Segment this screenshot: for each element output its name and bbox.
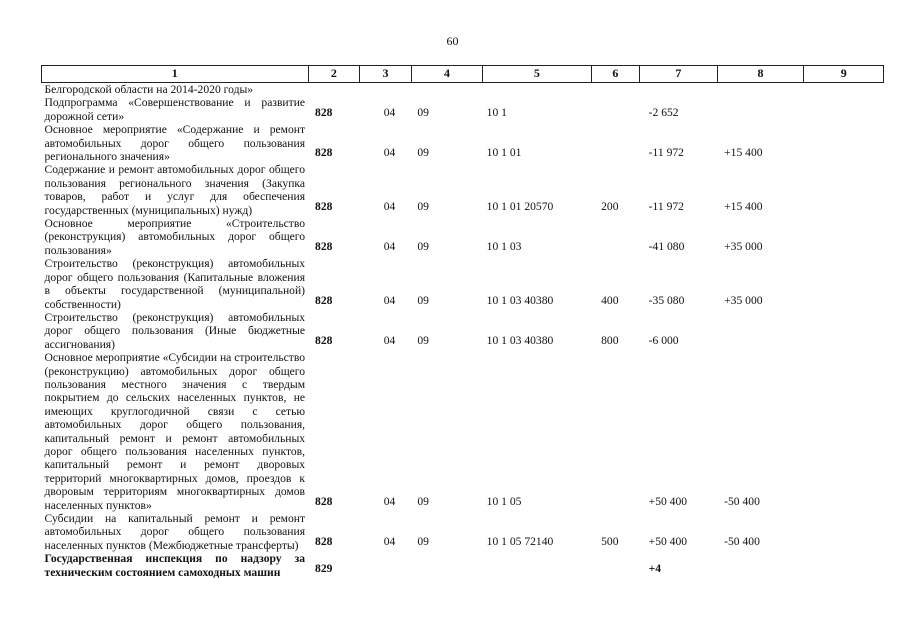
- cell-amount-3: [804, 512, 884, 552]
- table-row: [42, 83, 884, 97]
- cell-expense-type: 400: [601, 293, 619, 307]
- cell-amount-1: -11 972: [648, 199, 684, 213]
- cell-amount-1: [640, 83, 717, 97]
- cell-ministry-code: 828: [315, 293, 333, 307]
- cell-name: Строительство (реконструкция) автомобильных дорог общего пользования (Капитальные вложения в объекты государственной (муниципальной) собственности): [44, 257, 306, 311]
- cell-expense-type: [591, 83, 640, 97]
- cell-subsection: 09: [417, 534, 429, 548]
- cell-name: Субсидии на капитальный ремонт и ремонт автомобильных дорог общего пользования населенных пунктов (Межбюджетные трансферты): [44, 512, 306, 552]
- cell-section: 04: [383, 534, 396, 548]
- cell-target-article: 10 1 05 72140: [486, 534, 554, 548]
- cell-target-article: 10 1 03 40380: [486, 293, 554, 307]
- cell-amount-2: +35 000: [724, 239, 763, 253]
- page-number: 60: [446, 34, 459, 48]
- cell-amount-2: -50 400: [724, 494, 760, 508]
- cell-amount-3: [804, 83, 884, 97]
- cell-amount-2: +15 400: [724, 146, 763, 160]
- cell-expense-type: [591, 217, 640, 257]
- col-header-1: 1: [42, 66, 309, 83]
- cell-name: Содержание и ремонт автомобильных дорог общего пользования регионального значения (Закупка товаров, работ и услуг для обеспечения государственных (муниципальных) нужд): [44, 163, 306, 217]
- cell-section: 04: [383, 199, 396, 213]
- cell-name: Белгородской области на 2014-2020 годы»: [44, 83, 254, 96]
- cell-amount-3: [804, 123, 884, 163]
- cell-section: 04: [383, 105, 396, 119]
- cell-expense-type: [591, 552, 640, 579]
- cell-section: [360, 552, 412, 579]
- cell-section: 04: [383, 146, 396, 160]
- cell-target-article: 10 1 03 40380: [486, 333, 554, 347]
- table-body: [42, 83, 884, 580]
- cell-ministry-code: 829: [315, 561, 333, 575]
- col-header-5: 5: [483, 66, 591, 83]
- cell-ministry-code: 828: [315, 494, 333, 508]
- cell-amount-2: -50 400: [724, 534, 760, 548]
- cell-name: Основное мероприятие «Субсидии на строительство (реконструкцию) автомобильных дорог общего пользования местного значения с твердым покрытием до сельских населенных пунктов, не имеющих круглогодичной связи с сетью автомобильных дорог общего пользования, капитальный ремонт и ремонт автомобильных дорог общего пользования населенных пунктов, капитальный ремонт и ремонт дворовых территорий многоквартирных домов, проездов к дворовым территориям многоквартирных домов населенных пунктов»: [44, 351, 306, 512]
- cell-amount-1: -41 080: [648, 239, 685, 253]
- cell-ministry-code: [308, 83, 360, 97]
- cell-target-article: 10 1 01: [486, 146, 522, 160]
- cell-expense-type: 500: [601, 534, 619, 548]
- table-row: [42, 123, 884, 163]
- table-row: [42, 257, 884, 311]
- cell-section: 04: [383, 333, 396, 347]
- col-header-2: 2: [308, 66, 360, 83]
- table-row: [42, 512, 884, 552]
- col-header-8: 8: [717, 66, 804, 83]
- cell-subsection: 09: [417, 293, 429, 307]
- cell-ministry-code: 828: [315, 146, 333, 160]
- cell-subsection: 09: [417, 333, 429, 347]
- cell-amount-3: [804, 257, 884, 311]
- budget-table: [41, 65, 884, 579]
- table-row: [42, 351, 884, 512]
- cell-amount-1: -11 972: [648, 146, 684, 160]
- cell-subsection: 09: [417, 146, 429, 160]
- table-row: [42, 311, 884, 351]
- cell-ministry-code: 828: [315, 333, 333, 347]
- cell-amount-2: +35 000: [724, 293, 763, 307]
- cell-target-article: 10 1 01 20570: [486, 199, 554, 213]
- cell-expense-type: 800: [601, 333, 619, 347]
- cell-amount-1: -35 080: [648, 293, 685, 307]
- table-row: [42, 163, 884, 217]
- cell-subsection: 09: [417, 494, 429, 508]
- col-header-7: 7: [640, 66, 717, 83]
- cell-subsection: 09: [417, 239, 429, 253]
- cell-section: 04: [383, 293, 396, 307]
- cell-amount-3: [804, 552, 884, 579]
- col-header-9: 9: [804, 66, 884, 83]
- cell-amount-2: [717, 311, 804, 351]
- cell-expense-type: [591, 351, 640, 512]
- cell-amount-1: -2 652: [648, 105, 679, 119]
- cell-amount-2: [717, 96, 804, 123]
- cell-subsection: [411, 552, 482, 579]
- table-row: [42, 217, 884, 257]
- cell-name: Строительство (реконструкция) автомобильных дорог общего пользования (Иные бюджетные ассигнования): [44, 310, 306, 351]
- cell-amount-3: [804, 351, 884, 512]
- cell-ministry-code: 828: [315, 534, 333, 548]
- cell-section: 04: [383, 239, 396, 253]
- cell-target-article: 10 1 03: [486, 239, 522, 253]
- cell-target-article: 10 1 05: [486, 494, 522, 508]
- cell-amount-2: [717, 552, 804, 579]
- table-row: [42, 96, 884, 123]
- cell-expense-type: [591, 123, 640, 163]
- cell-amount-1: -6 000: [648, 333, 679, 347]
- cell-amount-1: +4: [648, 561, 662, 575]
- header-row: [42, 66, 884, 83]
- cell-subsection: 09: [417, 199, 429, 213]
- cell-section: 04: [383, 494, 396, 508]
- cell-amount-3: [804, 311, 884, 351]
- cell-target-article: [483, 552, 591, 579]
- cell-name: Государственная инспекция по надзору за техническим состоянием самоходных машин: [44, 552, 306, 579]
- cell-ministry-code: 828: [315, 105, 333, 119]
- cell-ministry-code: 828: [315, 199, 333, 213]
- col-header-6: 6: [591, 66, 640, 83]
- cell-amount-3: [804, 96, 884, 123]
- cell-subsection: 09: [417, 105, 429, 119]
- cell-amount-3: [804, 217, 884, 257]
- col-header-4: 4: [411, 66, 482, 83]
- cell-amount-3: [804, 163, 884, 217]
- cell-target-article: [483, 83, 591, 97]
- cell-amount-2: [717, 83, 804, 97]
- cell-name: Подпрограмма «Совершенствование и развитие дорожной сети»: [44, 96, 306, 123]
- cell-subsection: [411, 83, 482, 97]
- cell-target-article: 10 1: [486, 105, 507, 119]
- col-header-3: 3: [360, 66, 412, 83]
- cell-expense-type: 200: [601, 199, 619, 213]
- cell-name: Основное мероприятие «Содержание и ремонт автомобильных дорог общего пользования регионального значения»: [44, 123, 306, 164]
- cell-amount-2: +15 400: [724, 199, 763, 213]
- cell-expense-type: [591, 96, 640, 123]
- cell-section: [360, 83, 412, 97]
- cell-name: Основное мероприятие «Строительство (реконструкция) автомобильных дорог общего пользования»: [44, 217, 306, 257]
- cell-amount-1: +50 400: [648, 534, 688, 548]
- cell-amount-1: +50 400: [648, 494, 688, 508]
- table-row: [42, 552, 884, 579]
- cell-ministry-code: 828: [315, 239, 333, 253]
